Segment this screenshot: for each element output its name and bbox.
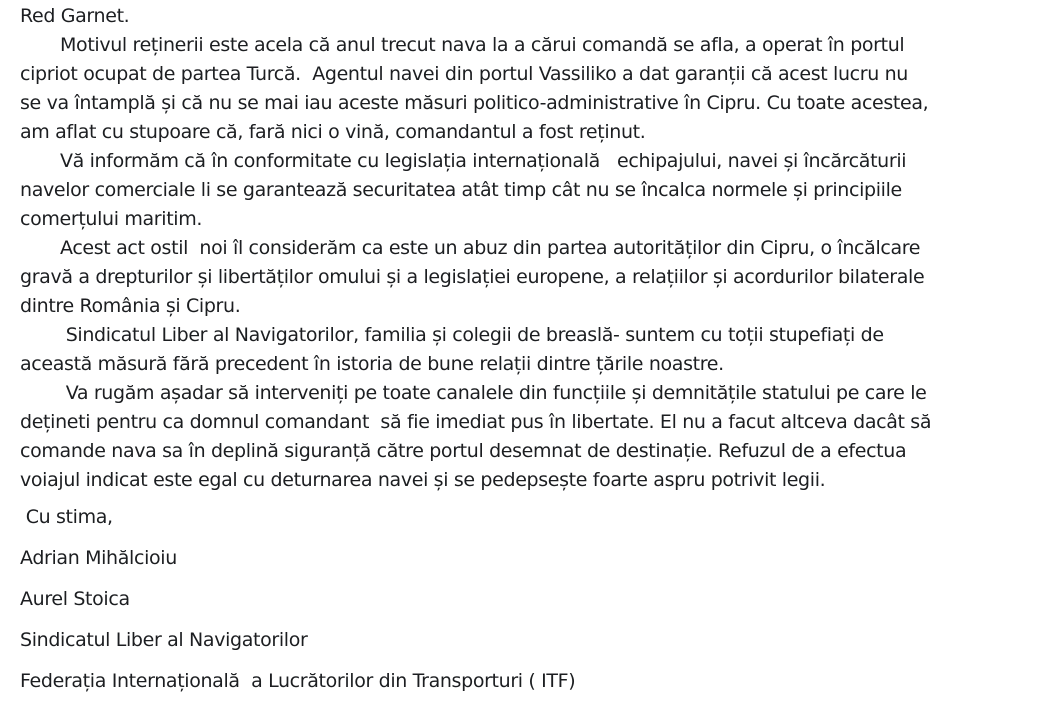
paragraph-start: Vă informăm că în conformitate cu legislația internațională echipajului, navei și încărcăturii [60,150,907,172]
letter-line: dintre România și Cipru. [20,295,241,317]
paragraph-start: Acest act ostil noi îl considerăm ca este un abuz din partea autorităților din Cipru, o încălcare [60,237,921,259]
letter-line: cipriot ocupat de partea Turcă. Agentul navei din portul Vassiliko a dat garanții că acest lucru nu [20,63,909,85]
closing-block [20,503,1030,696]
letter-line: se va întamplă și că nu se mai iau aceste măsuri politico-administrative în Cipru. Cu toate acestea, [20,92,929,114]
letter-line: comerțului maritim. [20,208,203,230]
organization-name: Federația Internațională a Lucrătorilor din Transporturi ( ITF) [20,670,576,692]
letter-line: comande nava sa în deplină siguranță către portul desemnat de destinație. Refuzul de a efectua [20,440,907,462]
letter-line: această măsură fără precedent în istoria de bune relații dintre țările noastre. [20,353,724,375]
signatory-name: Aurel Stoica [20,588,130,610]
paragraph-start: Motivul reținerii este acela că anul trecut nava la a cărui comandă se afla, a operat în portul [60,34,905,56]
letter-line: dețineti pentru ca domnul comandant să fie imediat pus în libertate. El nu a facut altceva dacât să [20,411,932,433]
letter-line: voiajul indicat este egal cu deturnarea navei și se pedepsește foarte aspru potrivit legii. [20,469,826,491]
paragraph-start: Sindicatul Liber al Navigatorilor, familia și colegii de breaslă- suntem cu toții stupefiați de [60,324,884,346]
letter-body [20,2,1030,708]
paragraph-start: Va rugăm așadar să interveniți pe toate canalele din funcțiile și demnitățile statului pe care le [60,382,927,404]
letter-line: Red Garnet. [20,5,130,27]
letter-line: navelor comerciale li se garantează securitatea atât timp cât nu se încalca normele și principiile [20,179,902,201]
organization-name: Sindicatul Liber al Navigatorilor [20,629,308,651]
letter-line: am aflat cu stupoare că, fară nici o vină, comandantul a fost reținut. [20,121,646,143]
closing-salutation: Cu stima, [20,506,113,528]
letter-line: gravă a drepturilor și libertăților omului și a legislației europene, a relațiilor și acordurilor bilaterale [20,266,925,288]
signatory-name: Adrian Mihălcioiu [20,547,177,569]
